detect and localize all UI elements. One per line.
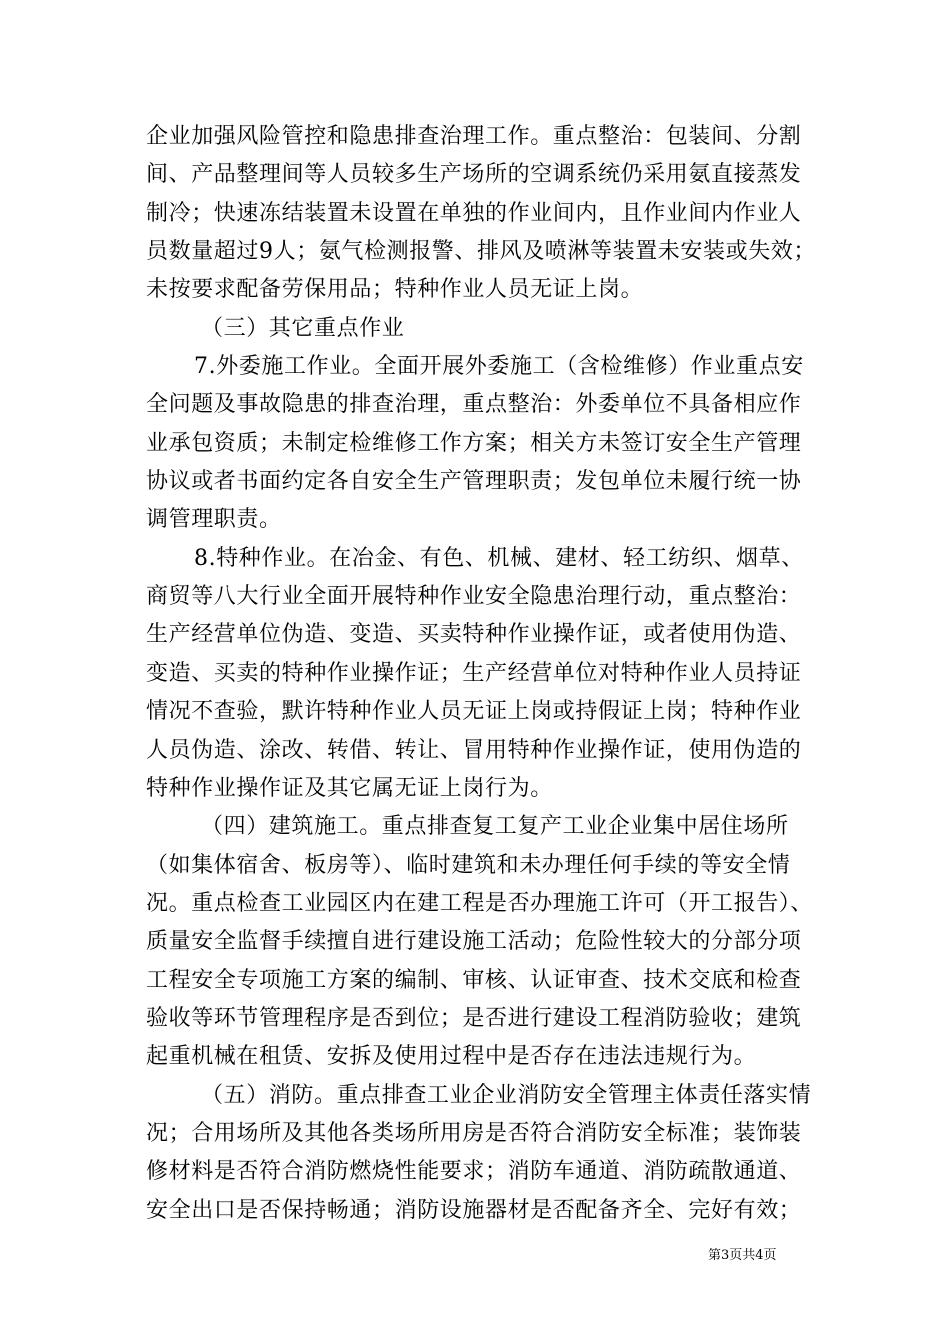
- text-line: 验收等环节管理程序是否到位；是否进行建设工程消防验收；建筑: [146, 1005, 802, 1031]
- text-line: 修材料是否符合消防燃烧性能要求；消防车通道、消防疏散通道、: [146, 1159, 802, 1185]
- text-line: 商贸等八大行业全面开展特种作业安全隐患治理行动，重点整治：: [146, 584, 802, 610]
- text-line: （五）消防。重点排查工业企业消防安全管理主体责任落实情: [201, 1082, 812, 1108]
- text-line: 8.特种作业。在冶金、有色、机械、建材、轻工纺织、烟草、: [194, 545, 804, 571]
- text-line: 未按要求配备劳保用品；特种作业人员无证上岗。: [146, 277, 644, 303]
- text-line: （如集体宿舍、板房等）、临时建筑和未办理任何手续的等安全情: [146, 852, 791, 878]
- text-line: 业承包资质；未制定检维修工作方案；相关方未签订安全生产管理: [146, 430, 802, 456]
- text-line: 工程安全专项施工方案的编制、审核、认证审查、技术交底和检查: [146, 967, 802, 993]
- text-line: 情况不查验，默许特种作业人员无证上岗或持假证上岗；特种作业: [146, 699, 802, 725]
- text-line: 特种作业操作证及其它属无证上岗行为。: [146, 775, 553, 801]
- text-line: 生产经营单位伪造、变造、买卖特种作业操作证，或者使用伪造、: [146, 622, 802, 648]
- text-line: 况；合用场所及其他各类场所用房是否符合消防安全标准；装饰装: [146, 1120, 802, 1146]
- text-line: 起重机械在租赁、安拆及使用过程中是否存在违法违规行为。: [146, 1044, 757, 1070]
- text-line: 人员伪造、涂改、转借、转让、冒用特种作业操作证，使用伪造的: [146, 737, 802, 763]
- page-number: 第3页共4页: [708, 1248, 777, 1263]
- text-line: 制冷；快速冻结装置未设置在单独的作业间内，且作业间内作业人: [146, 200, 802, 226]
- text-line: 7.外委施工作业。全面开展外委施工（含检维修）作业重点安: [194, 354, 804, 380]
- text-line: （四）建筑施工。重点排查复工复产工业企业集中居住场所: [201, 814, 789, 840]
- text-line: 质量安全监督手续擅自进行建设施工活动；危险性较大的分部分项: [146, 929, 802, 955]
- text-line: 员数量超过9人；氨气检测报警、排风及喷淋等装置未安装或失效；: [146, 239, 816, 265]
- text-line: 企业加强风险管控和隐患排查治理工作。重点整治：包装间、分割: [146, 124, 802, 149]
- body-text: [146, 118, 826, 1230]
- section-heading: （三）其它重点作业: [201, 315, 405, 341]
- text-line: 协议或者书面约定各自安全生产管理职责；发包单位未履行统一协: [146, 469, 802, 495]
- text-line: 间、产品整理间等人员较多生产场所的空调系统仍采用氨直接蒸发: [146, 162, 802, 188]
- text-line: 全问题及事故隐患的排查治理，重点整治：外委单位不具备相应作: [146, 392, 802, 418]
- text-line: 安全出口是否保持畅通；消防设施器材是否配备齐全、完好有效；: [146, 1197, 802, 1223]
- text-line: 调管理职责。: [146, 507, 282, 533]
- text-line: 变造、买卖的特种作业操作证；生产经营单位对特种作业人员持证: [146, 660, 802, 686]
- text-line: 况。重点检查工业园区内在建工程是否办理施工许可（开工报告）、: [146, 890, 814, 916]
